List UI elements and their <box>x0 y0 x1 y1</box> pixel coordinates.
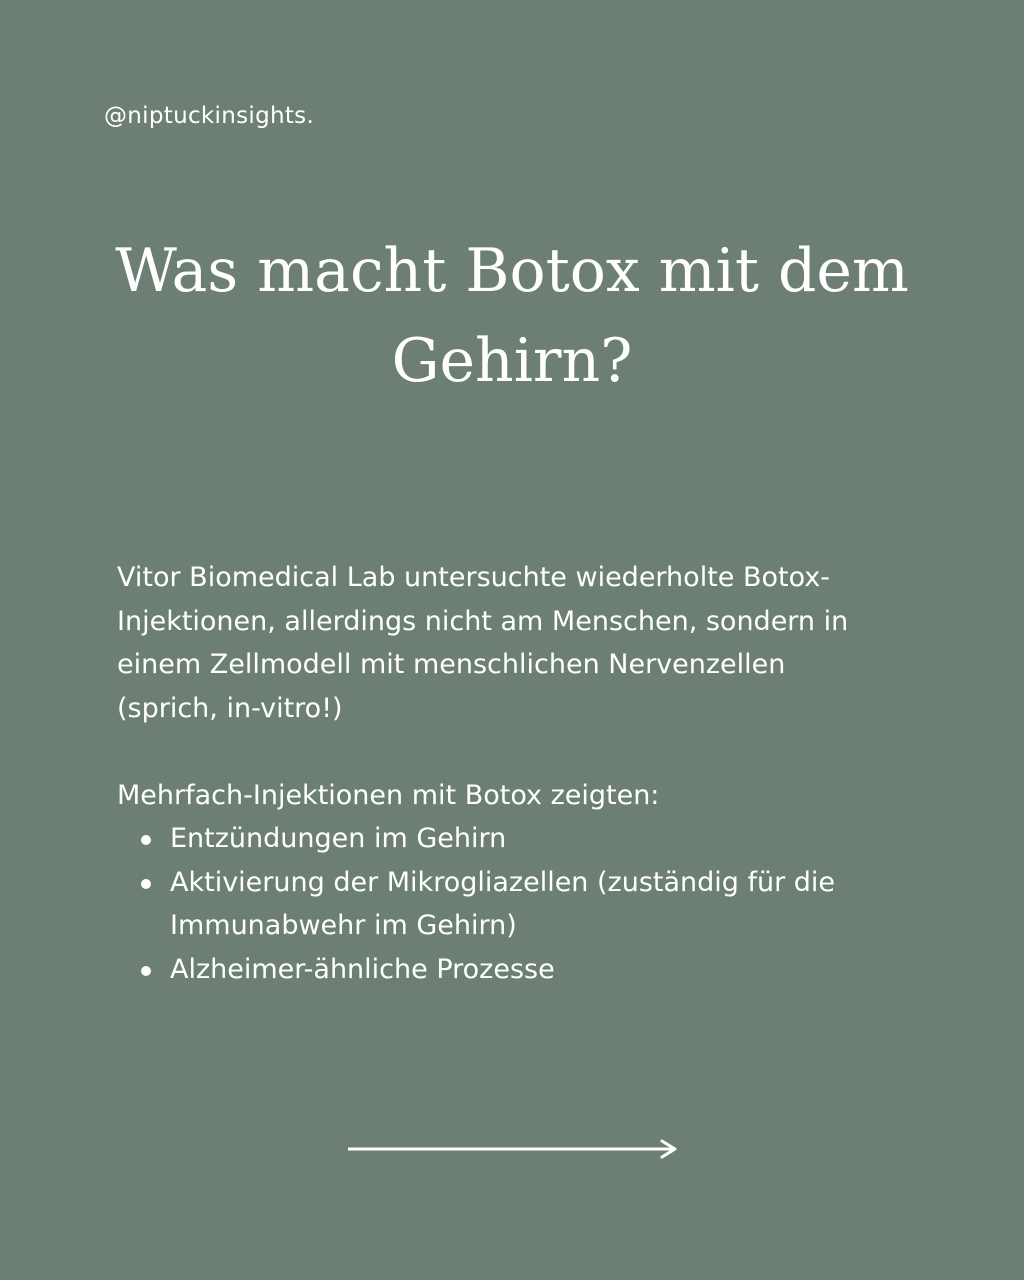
intro-paragraph <box>117 556 937 730</box>
list-item-line: Aktivierung der Mikrogliazellen (zuständig für die <box>170 866 836 898</box>
intro-line: (sprich, in-vitro!) <box>117 692 343 724</box>
list-item <box>117 817 937 861</box>
findings-list <box>117 817 937 991</box>
list-item-line: Immunabwehr im Gehirn) <box>170 910 517 941</box>
intro-line: einem Zellmodell mit menschlichen Nervenzellen <box>117 649 786 680</box>
title-line-1: Was macht Botox mit dem <box>115 236 909 306</box>
list-item <box>117 861 937 948</box>
list-item-line: Alzheimer-ähnliche Prozesse <box>170 953 555 985</box>
handle: @niptuckinsights. <box>104 103 315 129</box>
page-title <box>80 226 944 406</box>
list-item-line: Entzündungen im Gehirn <box>170 823 507 854</box>
paragraph-gap <box>117 730 937 774</box>
intro-line: Vitor Biomedical Lab untersuchte wiederholte Botox- <box>117 562 831 593</box>
findings-heading: Mehrfach-Injektionen mit Botox zeigten: <box>117 779 660 811</box>
intro-line: Injektionen, allerdings nicht am Menschen, sondern in <box>117 605 849 637</box>
list-item <box>117 948 937 992</box>
title-line-2: Gehirn? <box>391 326 633 396</box>
arrow-right-icon[interactable] <box>348 1136 678 1162</box>
body-text <box>117 556 937 991</box>
